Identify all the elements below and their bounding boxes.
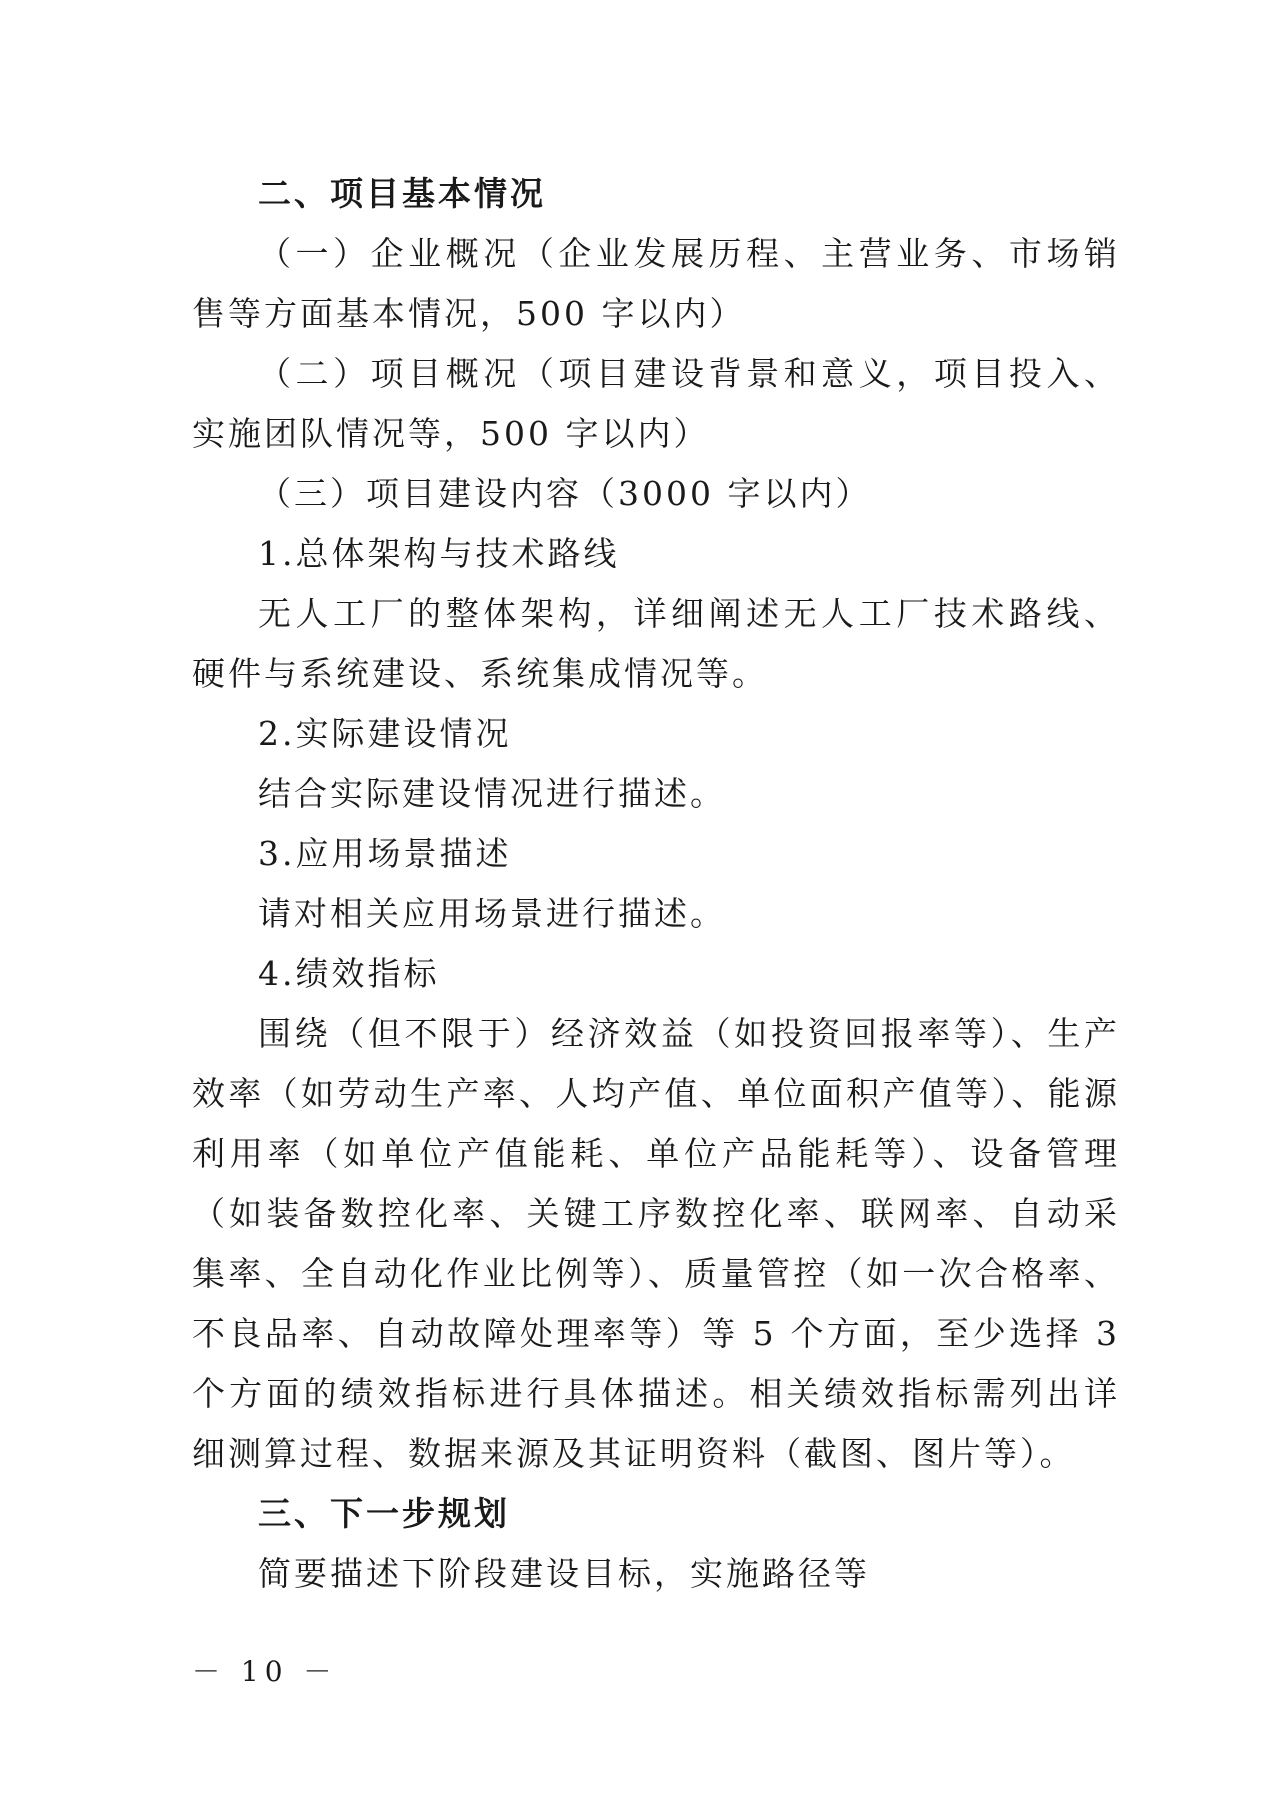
subsection-project-overview: （二）项目概况（项目建设背景和意义，项目投入、实施团队情况等，500 字以内）	[192, 354, 1120, 453]
item-kpi-text: 围绕（但不限于）经济效益（如投资回报率等）、生产效率（如劳动生产率、人均产值、单位面积产值等）、能源利用率（如单位产值能耗、单位产品能耗等）、设备管理（如装备数控化率、关键工序数控化率、联网率、自动采集率、全自动化作业比例等）、质量管控（如一次合格率、不良品率、自动故障处理率等）等 5 个方面，至少选择 3 个方面的绩效指标进行具体描述。相关绩效指标需列出详细测算过程、数据来源及其证明资料（截图、图片等）。	[192, 1014, 1120, 1473]
item-actual-construction-text: 结合实际建设情况进行描述。	[258, 774, 726, 813]
item-actual-construction-heading: 2.实际建设情况	[258, 714, 512, 753]
page-number: － 10 －	[192, 1655, 338, 1688]
document-body	[192, 164, 1120, 1604]
item-scenario-text: 请对相关应用场景进行描述。	[258, 894, 726, 933]
item-architecture-text: 无人工厂的整体架构，详细阐述无人工厂技术路线、硬件与系统建设、系统集成情况等。	[192, 594, 1120, 693]
section-heading-project-basics: 二、项目基本情况	[258, 174, 546, 213]
item-kpi-heading: 4.绩效指标	[258, 954, 440, 993]
subsection-company-overview: （一）企业概况（企业发展历程、主营业务、市场销售等方面基本情况，500 字以内）	[192, 234, 1120, 333]
item-scenario-heading: 3.应用场景描述	[258, 834, 512, 873]
section-heading-next-steps: 三、下一步规划	[258, 1494, 510, 1533]
next-steps-text: 简要描述下阶段建设目标，实施路径等	[258, 1554, 870, 1593]
subsection-construction-content: （三）项目建设内容（3000 字以内）	[258, 474, 872, 513]
item-architecture-heading: 1.总体架构与技术路线	[258, 534, 620, 573]
